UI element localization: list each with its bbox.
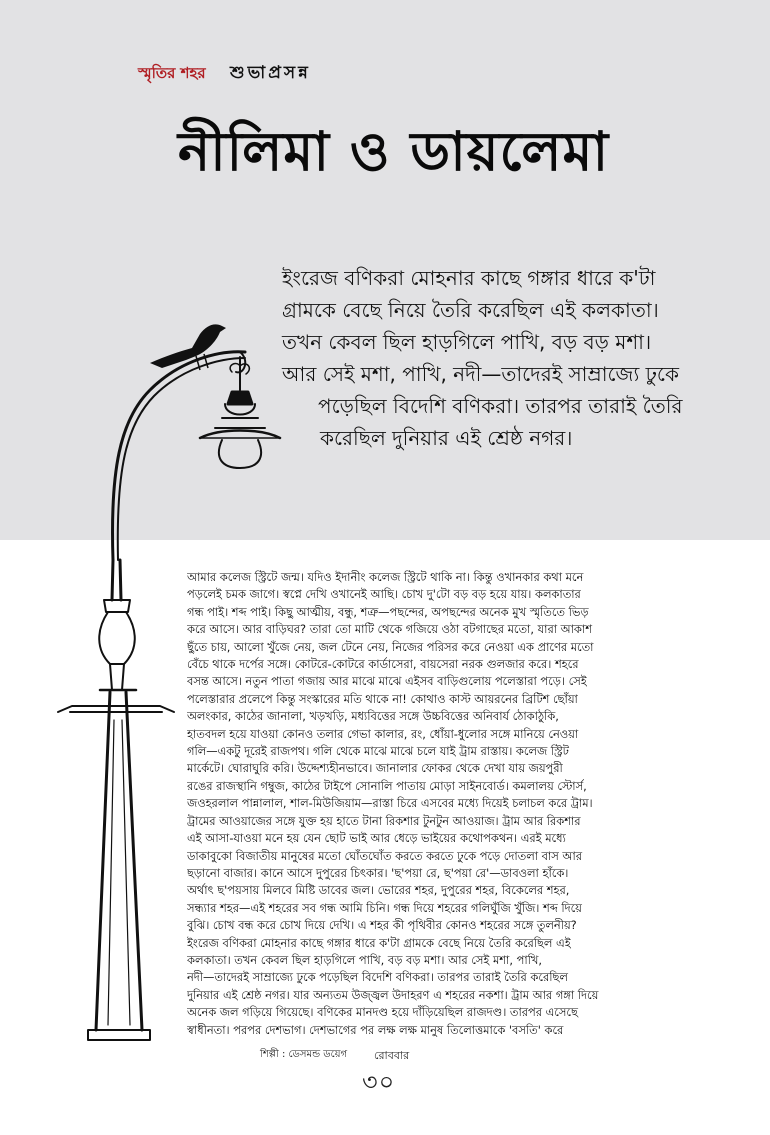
body-line: স্বাধীনতা। পরপর দেশভাগ। দেশভাগের পর লক্ষ লক্ষ মানুষ তিলোত্তমাকে 'বসতি' করে: [187, 1022, 564, 1037]
body-line: দুনিয়ার এই শ্রেষ্ঠ নগর। যার অন্যতম উজ্জ্বল উদাহরণ এ শহরের নকশা। ট্রাম আর গঙ্গা দিয়ে: [187, 987, 599, 1002]
body-line: হাতবদল হয়ে যাওয়া কোনও তলার গেভা কালার, রং, ধোঁয়া-ধুলোর সঙ্গে মানিয়ে নেওয়া: [187, 726, 579, 741]
body-line: ছড়ানো বাজার। কানে আসে দুপুরের চিৎকার। 'ছ'পয়া রে, ছ'পয়া রে'—ডাবওলা হাঁকে।: [187, 865, 569, 880]
body-line: বসন্ত আসে। নতুন পাতা গজায় আর মাঝে মাঝে এইসব বাড়িগুলোয় পলেস্তারা পড়ে। সেই: [187, 674, 587, 689]
intro-line: পড়েছিল বিদেশি বণিকরা। তারপর তারাই তৈরি: [318, 394, 683, 418]
body-line: পড়লেই চমক জাগে। স্বপ্নে দেখি ওখানেই আছি। চোখ দু'টো বড় বড় হয়ে যায়। কলকাতার: [187, 587, 581, 602]
body-line: সন্ধ্যার শহর—এই শহরের সব গন্ধ আমি চিনি। গন্ধ দিয়ে শহরের গলিঘুঁজি খুঁজি। শব্দ দিয়ে: [187, 900, 582, 915]
page-number: ৩০: [362, 1068, 396, 1096]
body-line: অলংকার, কাঠের জানালা, খড়খড়ি, মধ্যবিত্তের সঙ্গে উচ্চবিত্তের অনিবার্য ঠোকাঠুকি,: [187, 709, 559, 724]
body-line: ডাকাবুকো বিজাতীয় মানুষের মতো ঘোঁতঘোঁত করতে করতে ঢুকে পড়ে দোতলা বাস আর: [187, 848, 582, 863]
intro-line: তখন কেবল ছিল হাড়গিলে পাখি, বড় বড় মশা।: [282, 330, 652, 354]
body-line: গন্ধ পাই। শব্দ পাই। কিছু আত্মীয়, বন্ধু, শত্রু—পছন্দের, অপছন্দের অনেক মুখ স্মৃতিতে ভিড়: [187, 604, 589, 619]
intro-line: ইংরেজ বণিকরা মোহনার কাছে গঙ্গার ধারে ক'টা: [282, 266, 656, 290]
intro-line: আর সেই মশা, পাখি, নদী—তাদেরই সাম্রাজ্যে ঢুকে: [282, 362, 679, 386]
body-line: জওহরলাল পান্নালাল, শাল-মিউজিয়াম—রাস্তা চিরে এসবের মধ্যে দিয়েই চলাচল করে ট্রাম।: [187, 796, 593, 811]
article-body: [187, 569, 707, 1039]
illustration-credit: শিল্পী : ডেসমন্ড ডয়েগ: [260, 1049, 348, 1060]
intro-line: গ্রামকে বেছে নিয়ে তৈরি করেছিল এই কলকাতা।: [282, 298, 659, 322]
series-label: স্মৃতির শহর: [138, 64, 206, 82]
body-line: বুঝি। চোখ বন্ধ করে চোখ দিয়ে দেখি। এ শহর কী পৃথিবীর কোনও শহরের সঙ্গে তুলনীয়?: [187, 918, 577, 933]
body-line: পলেস্তারার প্রলেপে কিন্তু সংস্কারের মতি থাকে না! কোথাও কাস্ট আয়রনের ব্রিটিশ ছোঁয়া: [187, 691, 578, 706]
intro-line: করেছিল দুনিয়ার এই শ্রেষ্ঠ নগর।: [320, 426, 573, 450]
body-line: করে আসে। আর বাড়িঘর? তারা তো মাটি থেকে গজিয়ে ওঠা বটগাছের মতো, যারা আকাশ: [187, 622, 592, 637]
magazine-name: রোববার: [374, 1049, 410, 1062]
author-name: শুভাপ্রসন্ন: [230, 63, 311, 83]
body-line: ছুঁতে চায়, আলো খুঁজে নেয়, জল টেনে নেয়, নিজের পরিসর করে নেওয়া এক প্রাণের মতো: [187, 639, 594, 654]
body-line: এই আসা-যাওয়া মনে হয় যেন ছোট ভাই আর ধেড়ে ভাইয়ের কথোপকথন। এরই মধ্যে: [187, 831, 566, 846]
body-line: বেঁচে থাকে দর্পের সঙ্গে। কোটরে-কোটরে কার্ডাসেরা, বায়সেরা নরক গুলজার করে। শহরে: [187, 657, 579, 672]
body-line: কলকাতা। তখন কেবল ছিল হাড়গিলে পাখি, বড় বড় মশা। আর সেই মশা, পাখি,: [187, 952, 542, 967]
body-line: অনেক জল গড়িয়ে গিয়েছে। বণিকের মানদণ্ড হয়ে দাঁড়িয়েছিল রাজদণ্ড। তারপর এসেছে: [187, 1005, 578, 1020]
body-line: ট্রামের আওয়াজের সঙ্গে যুক্ত হয় হাতে টানা রিকশার টুনটুন আওয়াজ। ট্রাম আর রিকশার: [187, 813, 581, 828]
body-line: মার্কেটে। ঘোরাঘুরি করি। উদ্দেশ্যহীনভাবে। জানালার ফোকর থেকে দেখা যায় জয়পুরী: [187, 761, 563, 776]
body-line: রঙের রাজস্থানি গম্বুজ, কাঠের টাইপে সোনালি পাতায় মোড়া সাইনবোর্ড। কমলালয় স্টোর্স,: [187, 778, 587, 793]
body-line: গলি—একটু দূরেই রাজপথ। গলি থেকে মাঝে মাঝে চলে যাই ট্রাম রাস্তায়। কলেজ স্ট্রিট: [187, 744, 569, 759]
intro-blurb: [282, 262, 722, 454]
body-line: নদী—তাদেরই সাম্রাজ্যে ঢুকে পড়েছিল বিদেশি বণিকরা। তারপর তারাই তৈরি করেছিল: [187, 970, 568, 985]
article-title: নীলিমা ও ডায়লেমা: [178, 120, 610, 183]
body-line: অর্থাৎ ছ'পয়সায় মিলবে মিষ্টি ডাবের জল। ভোরের শহর, দুপুরের শহর, বিকেলের শহর,: [187, 883, 570, 898]
body-line: আমার কলেজ স্ট্রিটে জন্ম। যদিও ইদানীং কলেজ স্ট্রিটে থাকি না। কিন্তু ওখানকার কথা মনে: [187, 570, 584, 584]
body-line: ইংরেজ বণিকরা মোহনার কাছে গঙ্গার ধারে ক'টা গ্রামকে বেছে নিয়ে তৈরি করেছিল এই: [187, 935, 571, 950]
